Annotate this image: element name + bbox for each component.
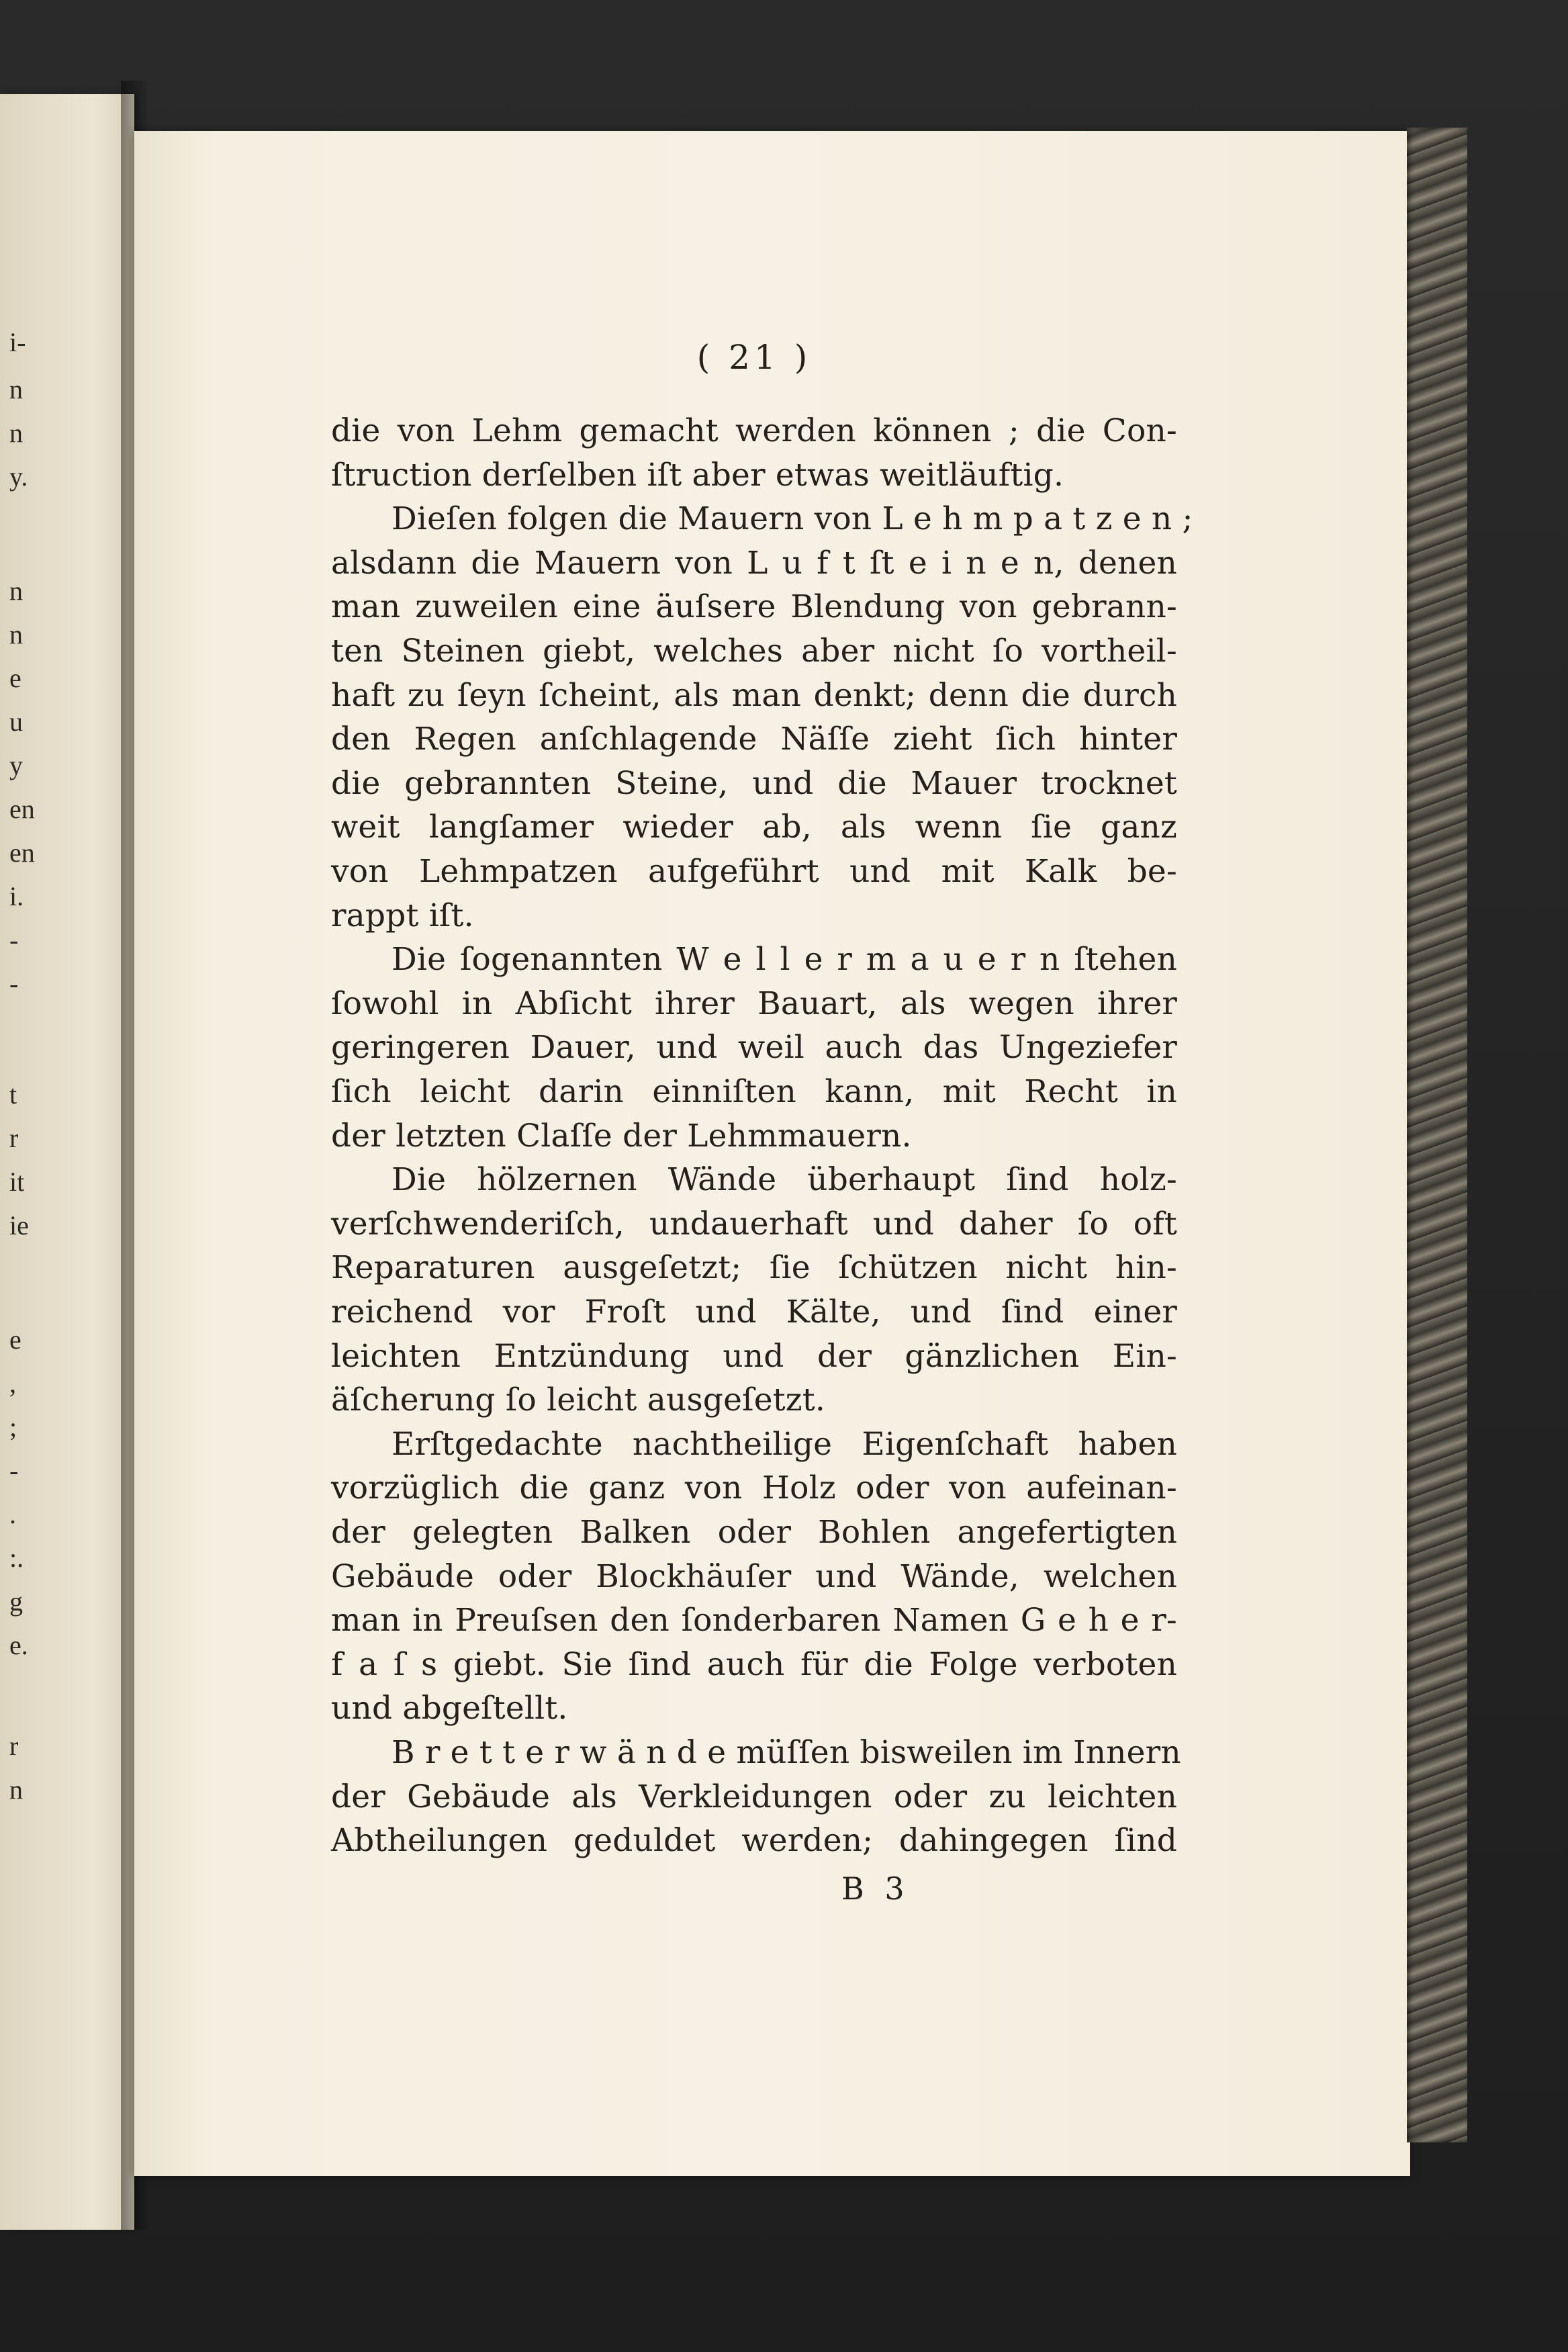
text-line: rappt iſt.	[331, 897, 474, 934]
text-line: Reparaturen ausgeſetzt; ſie ſchützen nicht hin-	[331, 1249, 1177, 1287]
text-line: verſchwenderiſch, undauerhaft und daher ſo oft	[331, 1205, 1177, 1242]
left-text-fragment: en	[9, 794, 35, 824]
text-line: Erſtgedachte nachtheilige Eigenſchaft haben	[391, 1425, 1177, 1463]
text-line: ſowohl in Abſicht ihrer Bauart, als wegen ihrer	[331, 985, 1177, 1022]
left-text-fragment: -	[9, 968, 19, 999]
left-text-fragment: .	[9, 1499, 16, 1529]
text-line: man in Preuſsen den ſonderbaren Namen G e h e r-	[331, 1602, 1177, 1639]
left-text-fragment: :.	[9, 1543, 24, 1573]
text-line: ten Steinen giebt, welches aber nicht ſo vortheil-	[331, 633, 1177, 670]
left-text-fragment: ;	[9, 1412, 17, 1442]
text-line: B r e t t e r w ä n d e müſſen bisweilen im Innern	[391, 1734, 1181, 1771]
left-text-fragment: y	[9, 750, 23, 780]
text-line: vorzüglich die ganz von Holz oder von aufeinan-	[331, 1469, 1177, 1507]
left-text-fragment: t	[9, 1079, 17, 1110]
text-line: der gelegten Balken oder Bohlen angefertigten	[331, 1514, 1177, 1551]
text-line: weit langſamer wieder ab, als wenn ſie ganz	[331, 809, 1177, 846]
text-line: leichten Entzündung und der gänzlichen Ein-	[331, 1337, 1177, 1375]
page-number: ( 21 )	[696, 338, 812, 377]
text-line: von Lehmpatzen aufgeführt und mit Kalk be-	[331, 853, 1177, 890]
left-text-fragment: n	[9, 374, 23, 404]
text-line: der letzten Claſſe der Lehmmauern.	[331, 1117, 912, 1155]
text-line: haft zu ſeyn ſcheint, als man denkt; denn die durch	[331, 676, 1177, 714]
text-line: geringeren Dauer, und weil auch das Ungeziefer	[331, 1029, 1177, 1067]
text-line: Abtheilungen geduldet werden; dahingegen ſind	[331, 1822, 1177, 1860]
text-line: alsdann die Mauern von L u f t ſt e i n e n, denen	[331, 544, 1177, 582]
text-line: die von Lehm gemacht werden können ; die Con-	[331, 412, 1177, 449]
text-line: äſcherung ſo leicht ausgeſetzt.	[331, 1382, 825, 1419]
left-text-fragment: ie	[9, 1210, 29, 1240]
text-line: und abgeſtellt.	[331, 1690, 568, 1727]
left-text-fragment: e	[9, 1324, 21, 1355]
left-text-fragment: n	[9, 1774, 23, 1805]
text-line: die gebrannten Steine, und die Mauer trocknet	[331, 764, 1177, 802]
left-text-fragment: r	[9, 1731, 19, 1761]
left-text-fragment: r	[9, 1123, 19, 1153]
left-text-fragment: n	[9, 619, 23, 649]
left-page-text-fragments	[9, 94, 50, 2230]
left-text-fragment: g	[9, 1586, 23, 1617]
left-text-fragment: n	[9, 418, 23, 448]
text-line: der Gebäude als Verkleidungen oder zu leichten	[331, 1778, 1177, 1815]
left-text-fragment: -	[9, 925, 19, 955]
left-text-fragment: n	[9, 576, 23, 606]
left-text-fragment: it	[9, 1167, 25, 1197]
text-line: man zuweilen eine äuſsere Blendung von gebrann-	[331, 588, 1177, 626]
text-line: den Regen anſchlagende Näſſe zieht ſich hinter	[331, 721, 1177, 758]
left-text-fragment: i.	[9, 881, 24, 911]
text-line: Gebäude oder Blockhäuſer und Wände, welchen	[331, 1557, 1177, 1595]
marbled-board-edge	[1407, 128, 1467, 2142]
left-text-fragment: u	[9, 707, 23, 737]
left-text-fragment: e	[9, 663, 21, 693]
left-text-fragment: en	[9, 838, 35, 868]
text-line: ſtruction derſelben iſt aber etwas weitläuftig.	[331, 456, 1064, 494]
text-line: Die hölzernen Wände überhaupt ſind holz-	[391, 1161, 1177, 1199]
signature-mark: B 3	[841, 1870, 910, 1907]
text-line: f a ſ s giebt. Sie ſind auch für die Folge verboten	[331, 1645, 1177, 1683]
text-line: ſich leicht darin einniſten kann, mit Recht in	[331, 1073, 1177, 1110]
left-text-fragment: y.	[9, 461, 28, 492]
left-text-fragment: ,	[9, 1368, 16, 1398]
text-line: Die ſogenannten W e l l e r m a u e r n ſtehen	[391, 941, 1177, 979]
text-line: reichend vor Froſt und Kälte, und ſind einer	[331, 1294, 1177, 1330]
left-text-fragment: i-	[9, 327, 26, 357]
text-line: Dieſen folgen die Mauern von L e h m p a t z e n ;	[391, 500, 1193, 538]
left-text-fragment: e.	[9, 1630, 28, 1660]
left-page	[0, 94, 134, 2230]
left-text-fragment: -	[9, 1455, 19, 1486]
